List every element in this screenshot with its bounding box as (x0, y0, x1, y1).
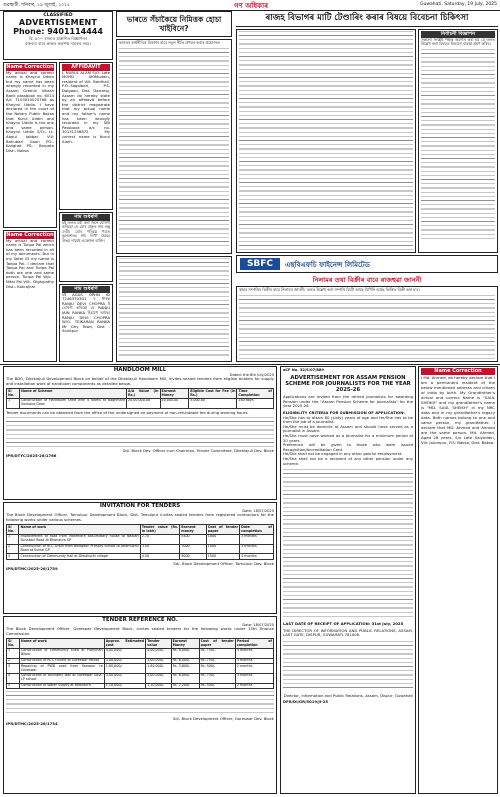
main-headline-box (236, 11, 498, 27)
handloom-col-sl: Sl No. (7, 389, 20, 399)
tender-ref-terms-lines (6, 691, 274, 715)
sbfc-title: এছবিএফচি ফাইনেন্স লিমিটেড (285, 261, 370, 269)
handloom-code: IPR/DTYC/2025-26/1766 (6, 452, 57, 458)
handloom-col-aa: A/A Value (in Rs.) (128, 388, 159, 397)
classified-kicker: CLASSIFIED (43, 13, 73, 18)
centre-notice-title: ভাৰতে সঁচাকৈয়ে নিমিত্তক হোচা খাইবিনে? (126, 15, 222, 33)
centre-lower-text (116, 256, 232, 362)
sbfc-logo: SBFC (240, 258, 280, 270)
right-top-notice (418, 29, 498, 253)
classified-sub1: বি: দ্ৰ:— ৰাজ্যত প্ৰকাশিত বিজ্ঞাপনৰ (28, 36, 88, 41)
tender-ref-title: TENDER REFERENCE NO. (102, 617, 178, 623)
table-row: 1 Construction of community shed at Puthimari Bilpar 4,00,000/- 4,00,000/- Rs. 8,000/- Rs. 750/- 3 months (7, 648, 274, 658)
centre-notice-body (116, 39, 232, 254)
name-correction-1-body: My actual and correct name is Khayrul Uddin but my name has been wrongly recorded in my Assam Gramin Vikash Bank passbook no. 6014 A/c 7103010025768 as Khayrul Uddin. I have declared in the court of the Notary Public Baksa that Kurul Uddin and Khayrul Uddin is the one and same person. Khayrul Uddin S/O:- Lt. Abdul Jabbar Vill: Bahubari Gaon PO:- Kalighat PS:- Barpeta Dist:- Baksa (6, 69, 54, 153)
pension-criteria-6: He/She shall not be a recipient of any other pension under any scheme. (283, 455, 413, 466)
name-correction-1-title: Name Correction (6, 64, 54, 70)
tender-ref-intro: The Block Development Officer, Goreswar Development Block, invites sealed tenders for the following works under 15th Finance Commission. (6, 626, 274, 636)
handloom-tender (3, 366, 277, 500)
tender-ref-code: IPR/DTMC/2025-26/1734 (6, 720, 58, 726)
handloom-col-em: Earnest Money (160, 389, 189, 399)
pension-copy-lines (283, 641, 413, 691)
handloom-table-header (7, 389, 274, 399)
pension-criteria-title: ELIGIBILITY CRITERIA FOR SUBMISSION OF APPLICATION: (283, 409, 405, 415)
name-change-2 (59, 284, 113, 362)
handloom-sign: Sd/- Block Dev. Officer cum Chairman, Tender Committee, Dhekiajuli Dev. Block (122, 448, 274, 454)
handloom-intro: The BDO, Dhekiajuli Development Block on behalf of the Dhekiajuli Handloom Mill, invites sealed tenders from eligible bidders for supply and installation work of handloom components as detailed below. (6, 376, 274, 386)
pension-intro: Applications are invited from the retired journalists for awarding Pension under the "Assam Pension Scheme for Journalists" for the year 2025-26. (283, 394, 413, 409)
main-article (236, 29, 416, 253)
tender-ref-table (6, 638, 274, 689)
tender-ref-table-header: Sl No. Name of work Approx. Estimated cost Tender value Earnest Money Cost of tender paper Period of completion (8, 638, 272, 647)
invitation-table-header: Sl No. Name of work Tender value (Rs. in lakh) Earnest money Cost of tender paper Date of completion (8, 524, 272, 533)
classified-header (3, 11, 113, 60)
centre-notice-lines (119, 48, 229, 248)
handloom-title: HANDLOOM MILL (113, 367, 167, 373)
table-row: 3 Repairing of PWD road from Sonapur to Goreswar 1,80,000/- 1,80,000/- Rs. 3,600/- Rs. 500/- 2 months (7, 664, 274, 674)
classified-title: ADVERTISEMENT (18, 18, 98, 27)
table-row: 1 Improvement of road from Mahendra Basumatary house to Nalbari Sonabari Road at Bhandura GP 2.70 5400 1000 3 months (7, 534, 274, 544)
main-article-lines (239, 31, 413, 251)
pension-code: aCF No. 32/S/07/889 (283, 368, 324, 372)
masthead: গণ অধিকাৰ (233, 2, 269, 10)
right-top-title: নিৰ্বাচনী বিজ্ঞাপন (421, 31, 495, 38)
classified-sub2: বক্তব্যৰ বাবে কাকত কৰ্তৃপক্ষ দায়বদ্ধ নহয়। (25, 41, 91, 46)
invitation-intro: The Block Development Officer, Tamulpur Development Block, Dist. Tamulpur invites sealed tenders from registered contractors for the following works under various schemes. (6, 512, 274, 522)
pension-criteria-4: Preference will be given to those who were issued Recognition/Accreditation Card. (283, 442, 413, 452)
tender-ref-date: Date: 18/07/2025 (242, 622, 274, 627)
affidavit-body: I, NURUL ALAM S/O: Late MOHD AKIMuddin, resident of Vill: Bordhali, P.O.-Sagolbari, P.S. Dalgaon, Dist. Darrang, Assam do hereby state by an affidavit before the district magistrate that my actual name and my father's name has been wrongly recorded in my SBI Passbook a/c no. 30131236872. My correct name is Nurul Alam. (62, 69, 110, 144)
tender-ref-sign: Sd/- Block Development Officer, Goreswar Dev. Block (172, 716, 274, 722)
section-rule (0, 364, 500, 365)
page-header (0, 0, 500, 10)
name-change-1-body: মই তলত চহী কৰা জনে ঘোষণা কৰিছো যে মোৰ প্ৰকৃত নাম ৰঞ্জু দেৱী। মোৰ পৰিচয় পত্ৰত ভুলবশতঃ নাম লিখা হৈছে। উভয় নামেই একেজন ব্যক্তি। (62, 219, 110, 243)
tender-reference (3, 616, 277, 794)
main-headline: ৰাজহ বিভাগৰ মাটি টেণ্ডাৰিং কৰাৰ বিষয়ে বিবেচনা চিকিৎসা (265, 13, 469, 23)
name-correction-1 (3, 62, 57, 228)
pension-criteria-2: He/She must be domicile of Assam and should have served as a Journalist in Assam. (283, 423, 413, 434)
sbfc-body-lines (239, 295, 495, 359)
pension-code2: DFR/DI/GR/5019/JI-25 (283, 699, 329, 705)
invitation-title: INVITATION FOR TENDERS (99, 503, 181, 509)
sbfc-sub-box (236, 275, 498, 285)
name-change-2-title: নাম শুধৰণি (62, 286, 110, 293)
centre-notice-text: ভাৰতৰ অৰ্থনীতিৰ বিকাশৰ বাবে নতুন নীতি প্ৰণয়ন কৰাৰ প্ৰয়োজন। (119, 40, 221, 45)
name-change-2-body: মই AGUS OPHN ID 72463703D1 ৰ ধাৰক RANJU DEVI CHOPRA ই ঘোষণা কৰিছো যে RANJU JAIN RANKA হিচাপে আছে। RANJU DEVI CHOPRA W/O- TEJKARAN RANKA Mr Ghy Town, Dist - Sonitpur (62, 291, 110, 334)
invitation-tender (3, 502, 277, 614)
handloom-date: Dated: the 8th July/2025 (229, 372, 274, 377)
invitation-code: IPR/DTMC/2025-26/1759 (6, 565, 58, 571)
handloom-terms-lines (6, 417, 274, 447)
right-top-lines (421, 49, 495, 239)
affidavit (59, 62, 113, 210)
pension-sign: Director, Information and Public Relations, Assam, Dispur, Guwahati (283, 692, 413, 698)
table-row: 1 Construction of Handloom Shed with 4 looms at Baghmara Sonkona Gaon 20,00,000.00 40,000.00 5,000.00 180 days (7, 398, 274, 408)
handloom-col-fee: Eligible Cost for Fee (in Rs.) (190, 388, 236, 397)
pension-last-date: LAST DATE OF RECEIPT OF APPLICATION: 31st July, 2025 (283, 621, 404, 627)
name-correction-2-body: My actual and correct name is Tunpa Pal which has been recorded in all of my documents. But in my Voter ID my name is Tanpa Pal. I declare that Tanpa Pal and Tunpa Pal both are one and same person. Tunpa Pal W/o - Nitai Pal Vill:- Dighipathy Dist:- Kokrajhar (6, 237, 54, 289)
classified-phone: Phone: 9401114444 (13, 27, 103, 36)
table-row: 4 Construction of boundary wall at Goreswar Govt. LP school 3,00,000/- 3,00,000/- Rs. 6,000/- Rs. 750/- 3 months (7, 673, 274, 683)
table-row: 5 Construction of Water Supply at Bhandura 1,10,000/- 1,10,000/- Rs. 2,200/- Rs. 500/- 2 months (7, 683, 274, 689)
pension-criteria-3: He/She must have worked as a Journalist for a minimum period of 20 years. (283, 432, 413, 443)
right-name-correction (418, 366, 498, 794)
pension-title: ADVERTISEMENT FOR ASSAM PENSION SCHEME FOR JOURNALISTS FOR THE YEAR 2025-26 (285, 374, 411, 393)
header-date-right: Guwahati, Saturday, 19 July, 2025 (420, 2, 497, 7)
pension-advertisement (280, 366, 416, 794)
name-change-1-title: নাম শুধৰণি (62, 214, 110, 221)
centre-notice-title-box (116, 11, 232, 37)
sbfc-body (236, 286, 498, 362)
invitation-table (6, 524, 274, 560)
pension-body-lines (283, 469, 413, 619)
sbfc-sub: নিলামৰ তথা বিক্ৰীৰ বাবে ৰাজহুৱা জাননী (312, 276, 422, 284)
name-correction-2 (3, 230, 57, 362)
handloom-footer: Tender documents can be obtained from the office of the undersigned on payment of non-refundable fee during working hours. (6, 409, 249, 415)
table-row: 2 Construction of RCC culvert at Goreswar Pathar 3,00,000/- 3,00,000/- Rs. 6,000/- Rs. 750/- 3 months (7, 658, 274, 664)
handloom-col-scheme: Name of Scheme (20, 389, 127, 399)
invitation-sign: Sd/- Block Development Officer, Tamulpur Dev. Block (173, 560, 274, 566)
pension-criteria-1: He/She has to attain 60 (sixty) years of age and He/She has to be from the job of a Journalist. (283, 414, 413, 425)
centre-lower-lines (119, 258, 229, 358)
table-row: 2 Construction of RCC Drain from Bolagaon Primary School to Jaramukhu Road at Suklai GP 3.50 7000 1000 3 months (7, 544, 274, 554)
name-correction-2-title: Name Correction (6, 232, 54, 238)
header-date-left: গুৱাহাটী, শনিবাৰ, ১৯ জুলাই, ২০২৫ (3, 3, 70, 8)
right-top-body: সকলো সংশ্লিষ্ট পক্ষক অৱগত কৰা হয় যে তলত উল্লেখ কৰা বিষয়ত বিভাগে ব্যৱস্থা গ্ৰহণ কৰিব। (421, 36, 495, 47)
table-row: 3 Construction of Community Hall at Dimakuchi village 4.50 9000 1500 4 months (7, 554, 274, 560)
right-name-correction-body: I Md. Ahmed, do hereby declare that I am a permanent resident of the below mentioned address and citizen of India by birth. My Grandfather's actual and correct Name is "SAUL SHEIKH" and my grandfather's name is "MD. SAUL SHEIKH" in my NRC data and in my grandfather's legacy data. Both names belong to one and same person, my grandfather. I declare that MD. Ahmed and Ahmed are the same person. Md. Ahmed, Aged 28 years, S/o Late Saiyoddin, Vill: Jalumpur, P.S: Baksa, Dist: Baksa. (421, 374, 495, 445)
name-change-1 (59, 212, 113, 282)
affidavit-title: AFFIDAVIT (62, 64, 110, 71)
pension-criteria-5: He/She shall not be engaged in any other gainful employment. (283, 451, 403, 457)
pension-address: THE DIRECTOR OF INFORMATION AND PUBLIC RELATIONS, ASSAM, LAST GATE, DISPUR, GUWAHATI-781006. (283, 627, 413, 638)
sbfc-header (236, 255, 498, 273)
right-name-correction-title: Name Correction (421, 368, 495, 375)
invitation-date: Date: 18/07/2025 (242, 508, 274, 513)
sbfc-body-text: স্থাৱৰ সম্পত্তিৰ বিক্ৰীৰ বাবে নিলামৰ জাননী। তলত উল্লেখ কৰা সম্পত্তি যিটো আছে যিখিনি আছে ভিত্তিত বিক্ৰী কৰা হ'ব। (239, 287, 420, 292)
handloom-col-time: Time of Completion (238, 388, 272, 397)
handloom-table (6, 388, 274, 408)
